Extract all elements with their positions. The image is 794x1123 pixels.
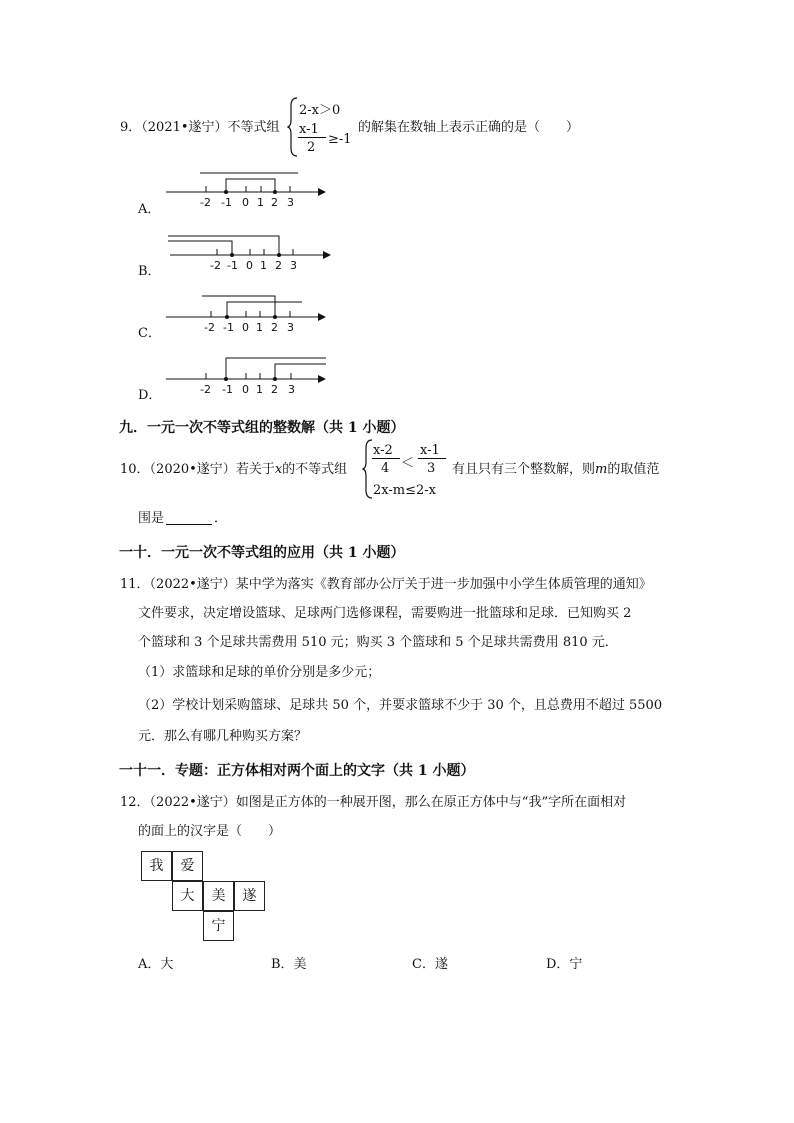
q10-number: 10．: [120, 462, 150, 477]
cube-net-cell: 我: [141, 851, 172, 881]
q10-frac2-bar: [418, 458, 446, 459]
q9c-tick-label: -2: [204, 321, 215, 334]
q10-stem-post2: 的取值范: [607, 462, 660, 477]
cube-net-cell: 宁: [203, 911, 234, 941]
q10-line2: [138, 511, 227, 525]
q12-option-a[interactable]: A．大: [138, 957, 174, 972]
q10-stem-post1: 有且只有三个整数解，则: [452, 462, 596, 477]
q10-stem-post: [452, 463, 659, 476]
q10-ineq2: 2x-m≤2-x: [373, 483, 436, 498]
q12-option-b[interactable]: B．美: [271, 957, 307, 972]
q9c-tick-label: 2: [271, 321, 278, 334]
q10-ineq1-op: ＜: [401, 456, 415, 471]
q9b-tick-label: 0: [246, 259, 253, 272]
q12-line2: 的面上的汉字是（ ）: [138, 824, 282, 839]
q10-frac1-den: 4: [381, 461, 390, 476]
q11-subquestion-1: （1）求篮球和足球的单价分别是多少元；: [138, 665, 381, 680]
section-heading-10: 一十．一元一次不等式组的应用（共 1 小题）: [119, 545, 405, 561]
q10-frac2-den: 3: [427, 461, 436, 476]
q9b-tick-label: -2: [210, 259, 221, 272]
q12-line1: 12．（2022•遂宁）如图是正方体的一种展开图，那么在原正方体中与“我”字所在面相对: [120, 795, 627, 810]
q9b-tick-label: 1: [260, 259, 267, 272]
q9-option-c-numberline: [160, 290, 330, 335]
q9-stem-pre: 不等式组: [227, 120, 280, 135]
q9a-tick-label: -1: [221, 196, 232, 209]
q10-source: （2020•遂宁）: [149, 462, 236, 477]
q11-line2: 文件要求，决定增设篮球、足球两门选修课程，需要购进一批篮球和足球．已知购买 2: [138, 606, 632, 621]
q9-option-a-label[interactable]: A．: [138, 202, 161, 217]
q10-frac2-num: x-1: [420, 443, 440, 458]
q9c-tick-label: 3: [287, 321, 294, 334]
q11-subquestion-2: （2）学校计划采购篮球、足球共 50 个，并要求篮球不少于 30 个，且总费用不超过 5500: [138, 698, 663, 713]
q10-answer-blank[interactable]: [166, 511, 212, 525]
q12-option-c[interactable]: C．遂: [412, 957, 448, 972]
q10-var-m: m: [595, 462, 608, 477]
q9d-tick-label: 0: [242, 383, 249, 396]
q9a-tick-label: 1: [257, 196, 264, 209]
q9c-tick-label: -1: [223, 321, 234, 334]
cube-net-cell: 爱: [172, 851, 203, 881]
q9-number: 9．: [120, 120, 142, 135]
q9-ineq2-den: 2: [307, 140, 316, 155]
q9-option-d-numberline: [160, 352, 330, 397]
q9a-tick-label: 2: [271, 196, 278, 209]
q9b-tick-label: 2: [275, 259, 282, 272]
q9-option-a-numberline: [160, 165, 330, 210]
q9a-tick-label: 3: [287, 196, 294, 209]
q9-ineq2-num: x-1: [299, 122, 319, 137]
q9-stem-prefix: [120, 121, 280, 134]
section-heading-11: 一十一．专题：正方体相对两个面上的文字（共 1 小题）: [119, 763, 475, 779]
q9-option-d-label[interactable]: D．: [138, 388, 162, 403]
q10-line2-text: 围是: [138, 511, 165, 526]
q10-line2-end: ．: [214, 511, 228, 526]
q9d-tick-label: -2: [200, 383, 211, 396]
q12-option-d[interactable]: D．宁: [546, 957, 583, 972]
q9-system-brace: [287, 96, 299, 158]
q9-source: （2021•遂宁）: [141, 120, 228, 135]
q10-stem-pre: 若关于: [235, 462, 275, 477]
q10-var-x: x: [274, 462, 283, 477]
q11-line3: 个篮球和 3 个足球共需费用 510 元；购买 3 个篮球和 5 个足球共需费用 810 元．: [138, 635, 618, 650]
q9c-tick-label: 1: [256, 321, 263, 334]
q9-ineq2-rest: ≥-1: [328, 132, 352, 147]
q9-stem-post: 的解集在数轴上表示正确的是（ ）: [358, 120, 580, 135]
q9b-tick-label: -1: [227, 259, 238, 272]
q9-ineq1: 2-x＞0: [299, 103, 341, 118]
q9-option-c-label[interactable]: C．: [138, 326, 161, 341]
q9d-tick-label: 3: [288, 383, 295, 396]
section-heading-9: 九．一元一次不等式组的整数解（共 1 小题）: [119, 420, 405, 436]
cube-net-cell: 美: [203, 881, 234, 911]
q11-line1: 11．（2022•遂宁）某中学为落实《教育部办公厅关于进一步加强中小学生体质管理的通知》: [120, 577, 652, 592]
cube-net-cell: 遂: [234, 881, 265, 911]
q9a-tick-label: -2: [200, 196, 211, 209]
cube-net-cell: 大: [172, 881, 203, 911]
q10-stem-mid: 的不等式组: [282, 462, 348, 477]
q9-option-b-label[interactable]: B．: [138, 264, 161, 279]
q10-frac1-num: x-2: [373, 443, 393, 458]
q9d-tick-label: 1: [256, 383, 263, 396]
q9d-tick-label: -1: [222, 383, 233, 396]
q9-option-b-numberline: [160, 228, 335, 273]
q9-fraction-bar: [298, 137, 326, 138]
q10-stem-prefix: [120, 463, 347, 476]
q11-line6: 元．那么有哪几种购买方案？: [138, 729, 308, 744]
q9b-tick-label: 3: [290, 259, 297, 272]
q10-frac1-bar: [372, 458, 400, 459]
q9d-tick-label: 2: [271, 383, 278, 396]
q9c-tick-label: 0: [242, 321, 249, 334]
q9a-tick-label: 0: [242, 196, 249, 209]
